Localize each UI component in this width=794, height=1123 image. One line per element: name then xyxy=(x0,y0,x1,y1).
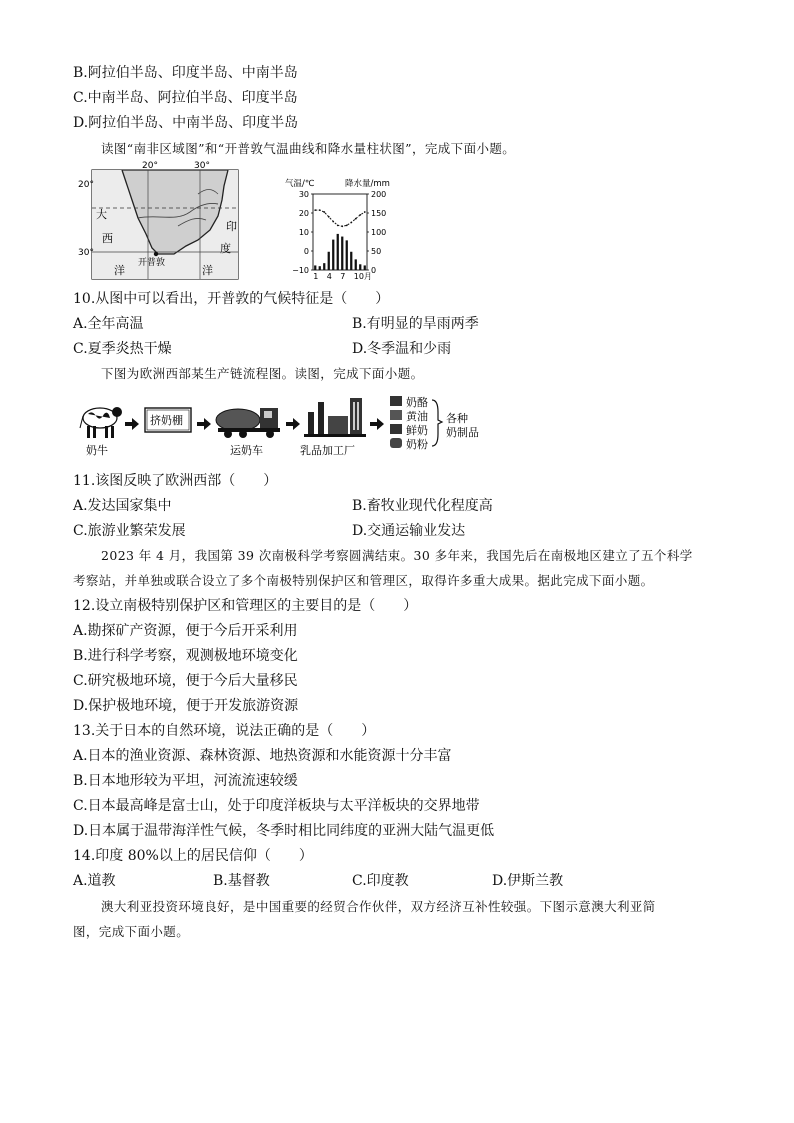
q13-stem: 13.关于日本的自然环境，说法正确的是（ ） xyxy=(73,723,376,739)
arrow-1 xyxy=(125,418,139,430)
cow-icon xyxy=(80,407,122,438)
ocean-left-1: 大 xyxy=(96,208,107,221)
y-left-tick-label: 30 xyxy=(298,190,309,199)
product-powder: 奶粉 xyxy=(406,438,428,451)
city-label: 开普敦 xyxy=(138,258,166,268)
prev-option-c: C.中南半岛、阿拉伯半岛、印度半岛 xyxy=(73,90,298,106)
q10-option-b[interactable]: B.有明显的旱雨两季 xyxy=(352,316,479,332)
precip-bar xyxy=(350,252,352,270)
arrow-3 xyxy=(286,418,300,430)
precip-bar xyxy=(319,266,321,270)
y-right-tick-label: 150 xyxy=(371,209,387,218)
y-left-tick-label: 10 xyxy=(298,228,309,237)
precip-bar xyxy=(341,237,343,270)
arrow-4 xyxy=(370,418,384,430)
precip-bar xyxy=(323,263,325,270)
summary-label-2: 奶制品 xyxy=(446,426,479,439)
product-cheese: 奶酪 xyxy=(406,396,428,409)
q11-option-a[interactable]: A.发达国家集中 xyxy=(73,498,172,514)
q12-option-b[interactable]: B.进行科学考察，观测极地环境变化 xyxy=(73,648,298,664)
y-right-tick-label: 50 xyxy=(371,247,382,256)
q13-option-a[interactable]: A.日本的渔业资源、森林资源、地热资源和水能资源十分丰富 xyxy=(73,748,452,764)
lat-label-20: 20° xyxy=(78,180,94,190)
q10-stem: 10.从图中可以看出，开普敦的气候特征是（ ） xyxy=(73,291,390,307)
temperature-point xyxy=(337,224,339,226)
q12-stem: 12.设立南极特别保护区和管理区的主要目的是（ ） xyxy=(73,598,418,614)
q14-option-a[interactable]: A.道教 xyxy=(73,873,116,889)
y-left-tick-label: 20 xyxy=(298,209,309,218)
intro-antarctic-1: 2023 年 4 月，我国第 39 次南极科学考察圆满结束。30 多年来，我国先后在南极地区建立了五个科学 xyxy=(101,548,693,563)
temperature-point xyxy=(319,209,321,211)
q11-option-d[interactable]: D.交通运输业发达 xyxy=(352,523,466,539)
temperature-point xyxy=(346,224,348,226)
x-tick-label: 1 xyxy=(313,272,319,280)
precip-bar xyxy=(337,234,339,270)
x-tick-label: 10月 xyxy=(353,272,372,280)
q13-option-d[interactable]: D.日本属于温带海洋性气候，冬季时相比同纬度的亚洲大陆气温更低 xyxy=(73,823,495,839)
y-left-tick-label: 0 xyxy=(303,247,309,256)
shed-label: 挤奶棚 xyxy=(150,414,183,427)
q14-option-b[interactable]: B.基督教 xyxy=(213,873,270,889)
precip-bar xyxy=(364,265,366,270)
q11-option-c[interactable]: C.旅游业繁荣发展 xyxy=(73,523,186,539)
y-right-tick-label: 100 xyxy=(371,228,387,237)
product-milk: 鲜奶 xyxy=(406,424,428,437)
product-butter: 黄油 xyxy=(406,410,428,423)
ocean-right-2: 度 xyxy=(220,242,231,255)
milk-powder-icon xyxy=(390,438,402,448)
factory-label: 乳品加工厂 xyxy=(300,444,355,457)
ocean-left-2: 西 xyxy=(102,232,113,245)
dairy-production-chain xyxy=(78,394,498,458)
precip-bar xyxy=(328,252,330,270)
lon-label-30: 30° xyxy=(194,161,210,171)
temperature-point xyxy=(328,216,330,218)
q10-option-a[interactable]: A.全年高温 xyxy=(73,316,144,332)
cheese-icon xyxy=(390,396,402,406)
truck-label: 运奶车 xyxy=(230,444,263,457)
y-right-tick-label: 0 xyxy=(371,266,377,275)
intro-europe: 下图为欧洲西部某生产链流程图。读图，完成下面小题。 xyxy=(101,366,424,381)
q12-option-c[interactable]: C.研究极地环境，便于今后大量移民 xyxy=(73,673,298,689)
milk-icon xyxy=(390,424,402,434)
south-africa-map xyxy=(78,160,240,282)
temperature-point xyxy=(323,211,325,213)
y-right-tick-label: 200 xyxy=(371,190,387,199)
q12-option-d[interactable]: D.保护极地环境，便于开发旅游资源 xyxy=(73,698,299,714)
y-right-label: 降水量/mm xyxy=(345,179,390,189)
prev-option-d: D.阿拉伯半岛、中南半岛、印度半岛 xyxy=(73,115,299,131)
precip-bar xyxy=(359,264,361,270)
lat-label-30: 30° xyxy=(78,248,94,258)
precip-bar xyxy=(346,240,348,270)
q14-stem: 14.印度 80%以上的居民信仰（ ） xyxy=(73,848,313,864)
products-brace xyxy=(432,400,442,446)
y-left-label: 气温/℃ xyxy=(285,179,315,189)
butter-icon xyxy=(390,410,402,420)
temperature-point xyxy=(359,214,361,216)
intro-antarctic-2: 考察站，并单独或联合设立了多个南极特别保护区和管理区，取得许多重大成果。据此完成下面小题。 xyxy=(73,573,654,588)
temperature-point xyxy=(355,218,357,220)
cape-town-dot xyxy=(154,252,158,256)
ocean-right-3: 洋 xyxy=(202,264,213,277)
y-left-tick-label: −10 xyxy=(292,266,309,275)
intro-australia-1: 澳大利亚投资环境良好，是中国重要的经贸合作伙伴，双方经济互补性较强。下图示意澳大利亚简 xyxy=(101,899,656,914)
q14-option-c[interactable]: C.印度教 xyxy=(352,873,409,889)
q11-stem: 11.该图反映了欧洲西部（ ） xyxy=(73,473,278,489)
cow-label: 奶牛 xyxy=(86,444,108,457)
prev-option-b: B.阿拉伯半岛、印度半岛、中南半岛 xyxy=(73,65,298,81)
precip-bar xyxy=(314,265,316,270)
q10-option-d[interactable]: D.冬季温和少雨 xyxy=(352,341,452,357)
x-tick-label: 4 xyxy=(326,272,332,280)
ocean-right-1: 印 xyxy=(226,220,237,233)
q13-option-b[interactable]: B.日本地形较为平坦，河流流速较缓 xyxy=(73,773,298,789)
factory-icon xyxy=(304,398,366,437)
q13-option-c[interactable]: C.日本最高峰是富士山，处于印度洋板块与太平洋板块的交界地带 xyxy=(73,798,480,814)
temperature-point xyxy=(314,209,316,211)
ocean-left-3: 洋 xyxy=(114,264,125,277)
lon-label-20: 20° xyxy=(142,161,158,171)
arrow-2 xyxy=(197,418,211,430)
plot-frame xyxy=(313,194,367,270)
summary-label-1: 各种 xyxy=(446,412,468,425)
chart-axes xyxy=(311,194,369,270)
x-tick-label: 7 xyxy=(340,272,346,280)
intro-australia-2: 图，完成下面小题。 xyxy=(73,924,190,939)
q14-option-d[interactable]: D.伊斯兰教 xyxy=(492,873,564,889)
milk-truck-icon xyxy=(216,408,280,438)
q12-option-a[interactable]: A.勘探矿产资源，便于今后开采利用 xyxy=(73,623,298,639)
temperature-point xyxy=(341,225,343,227)
intro-africa: 读图“南非区域图”和“开普敦气温曲线和降水量柱状图”，完成下面小题。 xyxy=(101,141,516,156)
precip-bar xyxy=(332,240,334,270)
temperature-point xyxy=(332,221,334,223)
precip-bar xyxy=(355,259,357,270)
q10-option-c[interactable]: C.夏季炎热干燥 xyxy=(73,341,172,357)
temperature-point xyxy=(350,222,352,224)
cape-town-climate-chart xyxy=(285,176,400,280)
q11-option-b[interactable]: B.畜牧业现代化程度高 xyxy=(352,498,493,514)
temperature-point xyxy=(364,211,366,213)
